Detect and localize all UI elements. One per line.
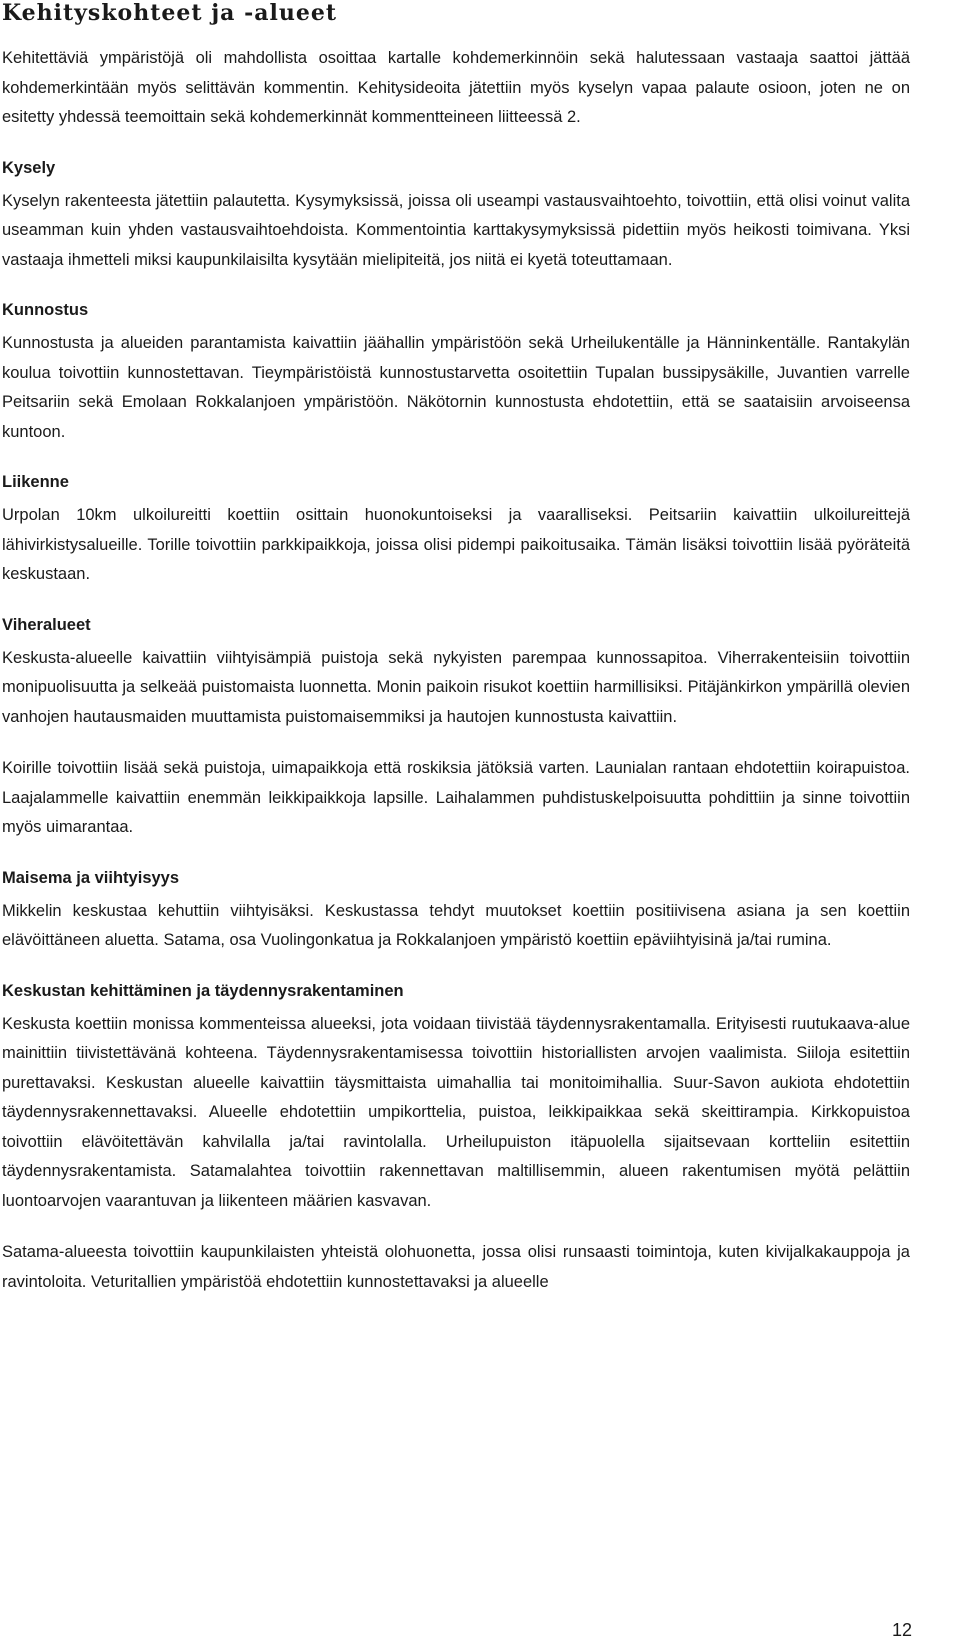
section-heading: Viheralueet — [2, 615, 91, 634]
section-heading: Maisema ja viihtyisyys — [2, 868, 180, 887]
section-kysely — [2, 155, 910, 276]
section-heading: Kysely — [2, 158, 56, 177]
page-number: 12 — [891, 1620, 912, 1640]
section-heading: Kunnostus — [2, 301, 89, 319]
section-paragraph: Kyselyn rakenteesta jätettiin palautetta. Kysymyksissä, joissa oli useampi vastausvaihtoehto, toivottiin, että olisi voinut valita useamman kuin yhden vastausvaihtoehdoista. Kommentointia karttakysymyksissä pidettiin myös heikosti toimivana. Yksi vastaaja ihmetteli miksi kaupunkilaisilta kysytään mielipiteitä, jos niitä ei kyetä toteuttamaan. — [2, 191, 910, 269]
section-paragraph: Keskusta-alueelle kaivattiin viihtyisämpiä puistoja sekä nykyisten parempaa kunnossapitoa. Viherrakenteisiin toivottiin monipuolisuutta ja selkeää puistomaista luonnetta. Monin paikoin risukot koettiin harmillisiksi. Pitäjänkirkon ympärillä olevien vanhojen hautausmaiden muuttamista puistomaisemmiksi ja hautojen kunnostusta kaivattiin. — [2, 648, 910, 726]
section-viheralueet — [2, 612, 910, 843]
section-paragraph: Satama-alueesta toivottiin kaupunkilaisten yhteistä olohuonetta, jossa olisi runsaasti toimintoja, kuten kivijalkakauppoja ja ravintoloita. Veturitallien ympäristöä ehdotettiin kunnostettavaksi ja alueelle — [2, 1243, 910, 1291]
section-heading: Liikenne — [2, 473, 69, 491]
document-body — [2, 44, 910, 1297]
page-title: Kehityskohteet ja -alueet — [2, 0, 337, 26]
intro-paragraph: Kehitettäviä ympäristöjä oli mahdollista osoittaa kartalle kohdemerkinnöin sekä halutessaan vastaaja saattoi jättää kohdemerkintään myös selittävän kommentin. Kehitysideoita jätettiin myös kyselyn vapaa palaute osioon, joten ne on esitetty yhdessä teemoittain sekä kohdemerkinnät kommentteineen liitteessä 2. — [2, 49, 910, 126]
section-paragraph: Urpolan 10km ulkoilureitti koettiin osittain huonokuntoiseksi ja vaaralliseksi. Peitsariin kaivattiin ulkoilureittejä lähivirkistysalueille. Torille toivottiin parkkipaikkoja, joissa olisi pidempi paikoitusaika. Tämän lisäksi toivottiin lisää pyöräteitä keskustaan. — [2, 506, 910, 583]
section-liikenne — [2, 469, 910, 590]
section-keskusta — [2, 978, 910, 1298]
section-paragraph: Mikkelin keskustaa kehuttiin viihtyisäksi. Keskustassa tehdyt muutokset koettiin positiivisena asiana ja sen koettiin elävöittäneen aluetta. Satama, osa Vuolingonkatua ja Rokkalanjoen ympäristö koettiin epäviihtyisinä ja/tai rumina. — [2, 901, 910, 949]
section-paragraph: Kunnostusta ja alueiden parantamista kaivattiin jäähallin ympäristöön sekä Urheilukentälle ja Hänninkentälle. Rantakylän koulua toivottiin kunnostettavan. Tieympäristöistä kunnostustarvetta osoitettiin Tupalan bussipysäkille, Juvantien varrelle Peitsariin sekä Emolaan Rokkalanjoen ympäristöön. Näkötornin kunnostusta ehdotettiin, että se saataisiin arvoiseensa kuntoon. — [2, 334, 910, 441]
section-paragraph: Keskusta koettiin monissa kommenteissa alueeksi, jota voidaan tiivistää täydennysrakentamalla. Erityisesti ruutukaava-alue mainittiin tiivistettävänä kohteena. Täydennysrakentamisessa toivottiin historiallisten arvojen vaalimista. Siiloja esitettiin purettavaksi. Keskustan alueelle kaivattiin täysmittaista uimahallia tai monitoimihallia. Suur-Savon aukiota ehdotettiin täydennysrakennettavaksi. Alueelle ehdotettiin umpikorttelia, puistoa, leikkipaikkaa sekä skeittirampia. Kirkkopuistoa toivottiin elävöitettävän kahvilalla ja/tai ravintolalla. Urheilupuiston itäpuolella sijaitsevaan kortteliin esitettiin täydennysrakentamista. Satamalahtea toivottiin rakennettavan maltillisemmin, alueen rakentumisen myötä pelättiin luontoarvojen vaarantuvan ja liikenteen määrien kasvavan. — [2, 1014, 910, 1210]
section-maisema — [2, 865, 910, 956]
section-heading: Keskustan kehittäminen ja täydennysrakentaminen — [2, 981, 404, 1000]
section-paragraph: Koirille toivottiin lisää sekä puistoja, uimapaikkoja että roskiksia jätöksiä varten. Launialan rantaan ehdotettiin koirapuistoa. Laajalammelle kaivattiin enemmän leikkipaikkoja lapsille. Laihalammen puhdistuskelpoisuutta pohdittiin ja sinne toivottiin myös uimarantaa. — [2, 759, 910, 836]
section-kunnostus — [2, 297, 910, 447]
